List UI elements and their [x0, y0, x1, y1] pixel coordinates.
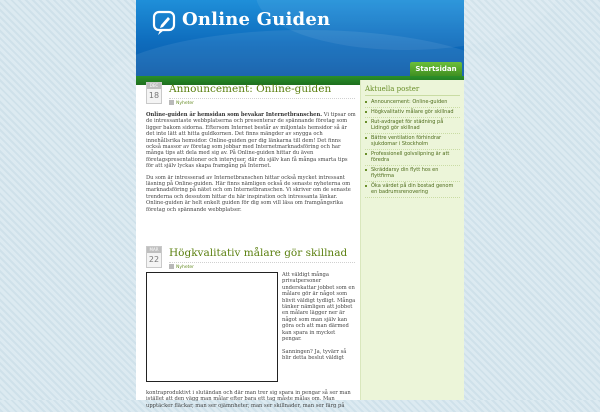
- post-date-day: 22: [148, 255, 160, 264]
- post-title[interactable]: Högkvalitativ målare gör skillnad: [169, 247, 348, 259]
- post-paragraph: Sanningen? Ja, tyvärr så blir detta beslut väldigt: [282, 348, 347, 362]
- post: [146, 82, 356, 222]
- category-icon: [169, 264, 174, 269]
- post-text: Vi tipsar om de intressantaste webbplatserna och presenterar de spännande företag som ligger bakom sidorna. Eftersom Internet består av miljontals hemsidor så är det inte lätt att hitta guldkornen. Det finns mängder av snygga och innehållsrika hemsidor. Online-guiden ger dig länkarna till dem! Det finns också massor av företag som jobbar med Internetmarknadsföring och har många tips att dela med sig av. På Online-guiden hittar du även företagspresentationer och intervjuer, där du själv kan få många smarta tips för att själv lyckas skapa framgång på Internet.: [146, 112, 356, 170]
- sidebar-heading: Aktuella poster: [365, 85, 460, 96]
- sidebar: [360, 80, 464, 400]
- post-lead: Online-guiden är hemsidan som bevakar Internetbranschen.: [146, 112, 323, 118]
- post-paragraph: [146, 112, 356, 170]
- post-text: [282, 272, 356, 362]
- post-date-month: MAR: [147, 247, 161, 253]
- recent-post-link[interactable]: Professionell golvslipning är att föredra: [365, 150, 460, 166]
- post-title[interactable]: Announcement: Online-guiden: [169, 83, 332, 95]
- recent-post-link[interactable]: Högkvalitativ målare gör skillnad: [365, 108, 460, 118]
- site-title[interactable]: Online Guiden: [182, 9, 331, 30]
- post-meta: [169, 262, 355, 270]
- recent-post-link[interactable]: Announcement: Online-guiden: [365, 98, 460, 108]
- category-icon: [169, 100, 174, 105]
- post-image: [146, 272, 278, 382]
- post-category-link[interactable]: Nyheter: [176, 101, 195, 106]
- post-body: [146, 272, 356, 412]
- nav-tab-startsidan[interactable]: Startsidan: [410, 62, 462, 76]
- post-date-month: DEC: [147, 83, 161, 89]
- post-date-badge: [146, 82, 162, 104]
- post-date-day: 18: [148, 91, 160, 100]
- post: [146, 246, 356, 409]
- post-body: [146, 112, 356, 218]
- post-date-badge: [146, 246, 162, 268]
- post-paragraph: Du som är intresserad av Internetbranschen hittar också mycket intressant läsning på Online-guiden. Här finns nämligen också de senaste nyheterna om marknadsföring på nätet och om Internetbranschen. Vi skriver om de senaste trenderna och dessutom hittar du här inspiration och intressanta länkar. Online-guiden är helt enkelt guiden för dig som vill läsa om framgångsrika företag och spännande webbplatser.: [146, 174, 351, 213]
- post-paragraph: Att väldigt många privatpersoner underskattar jobbet som en målare gör är något som blivit väldigt tydligt. Många tänker nämligen att jobbet en målare lägger ner är något som man själv kan göra och att man därmed kan spara in mycket pengar.: [282, 272, 356, 343]
- recent-post-link[interactable]: Skräddarsy din flytt hos en flyttfirma: [365, 166, 460, 182]
- recent-post-link[interactable]: Rut-avdraget för städning på Lidingö gör skillnad: [365, 118, 460, 134]
- speech-bubble-pen-icon[interactable]: [152, 10, 178, 36]
- main-content: [146, 80, 356, 409]
- post-meta: [169, 98, 355, 106]
- recent-post-link[interactable]: Bättre ventilation förhindrar sjukdomar i Stockholm: [365, 134, 460, 150]
- recent-post-link[interactable]: Öka värdet på din bostad genom en badrumsrenovering: [365, 182, 460, 198]
- recent-posts-list: [365, 98, 460, 198]
- post-paragraph: kontraproduktivt i slutändan och där man trer sig spara in pengar så ser man istället att den vägg man målar efter bara ett tag måste målas om. Man upptäcker fläckar, man ser ojämnheter, man ser skillnader, man ser färg på: [146, 390, 351, 409]
- post-category-link[interactable]: Nyheter: [176, 265, 195, 270]
